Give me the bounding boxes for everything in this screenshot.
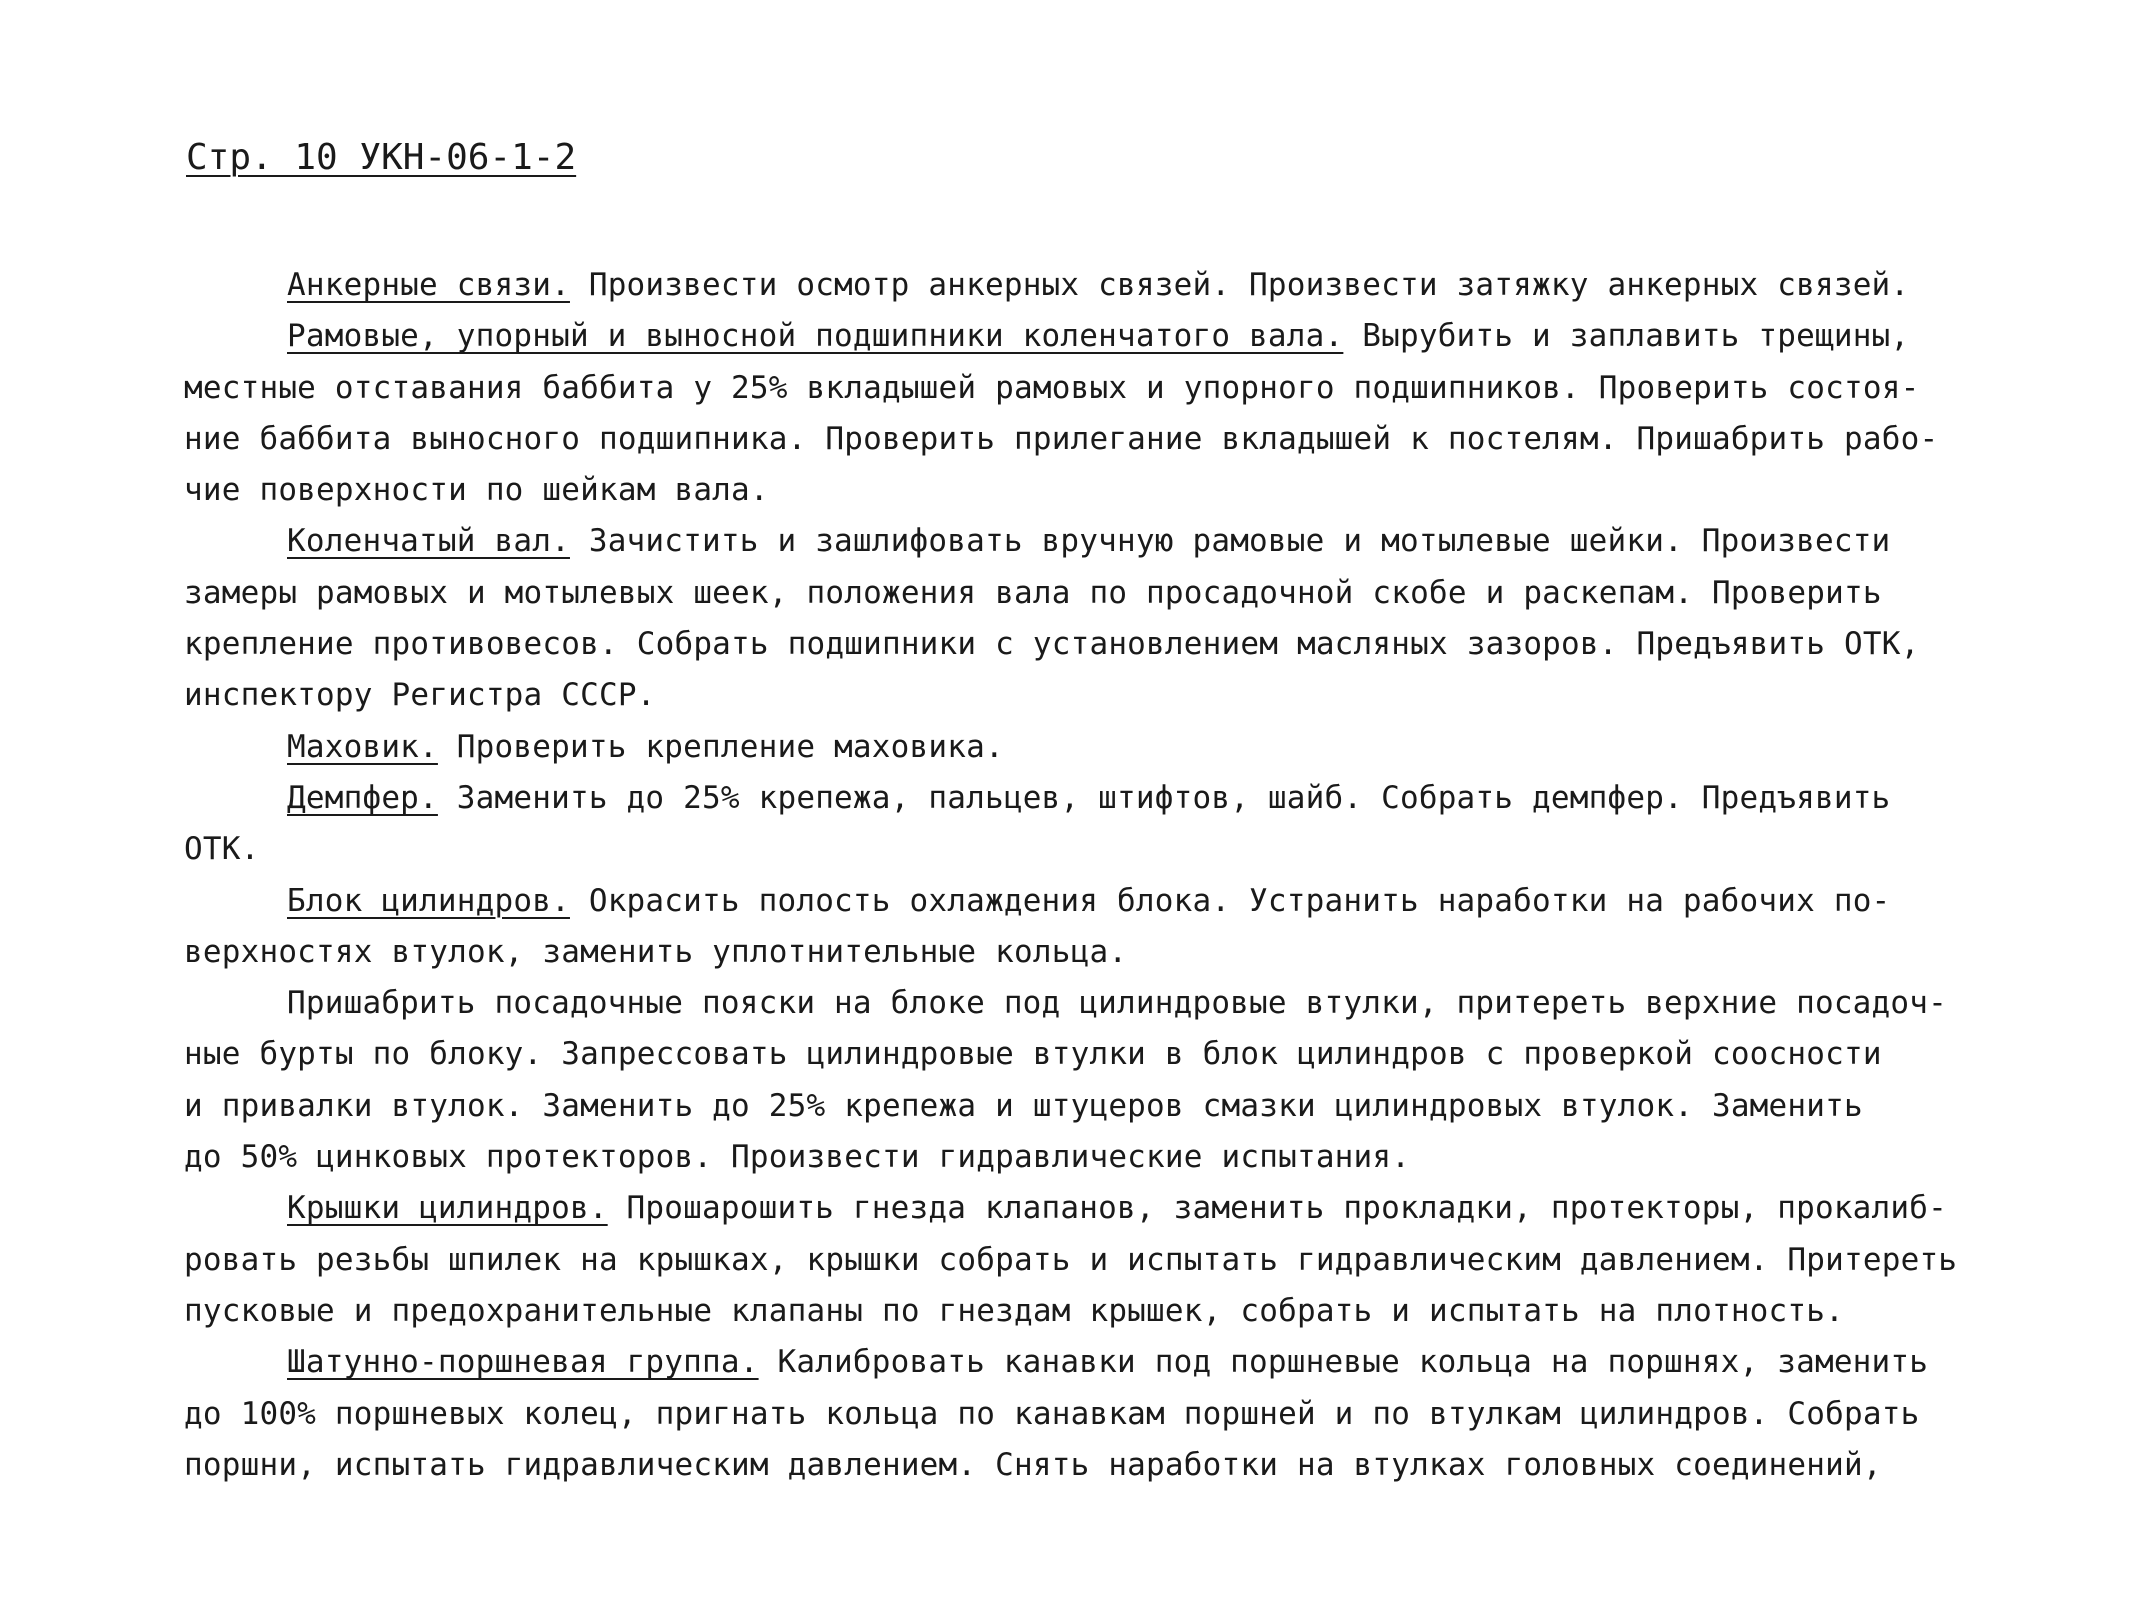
section-heading: Анкерные связи. [287,267,570,303]
paragraph-line: пусковые и предохранительные клапаны по гнездам крышек, собрать и испытать на плотность. [184,1292,1844,1329]
paragraph-line: поршни, испытать гидравлическим давлением. Снять наработки на втулках головных соединений, [184,1446,1882,1483]
paragraph-line [184,1337,2124,1388]
section-heading: Шатунно-поршневая группа. [287,1344,759,1381]
paragraph-line: верхностях втулок, заменить уплотнительные кольца. [184,933,1128,970]
paragraph-text: Проверить крепление маховика. [437,728,1004,765]
paragraph-text: Заменить до 25% крепежа, пальцев, штифтов, шайб. Собрать демпфер. Предъявить [437,779,1891,816]
paragraph-line: местные отставания баббита у 25% вкладышей рамовых и упорного подшипников. Проверить состоя- [184,369,1920,406]
paragraph-line [184,311,2124,362]
section-heading: Маховик. [287,728,438,765]
paragraph-line: ние баббита выносного подшипника. Проверить прилегание вкладышей к постелям. Пришабрить рабо- [184,420,1939,457]
paragraph-line: инспектору Регистра СССР. [184,677,656,714]
paragraph-line: и привалки втулок. Заменить до 25% крепежа и штуцеров смазки цилиндровых втулок. Заменить [184,1087,1863,1124]
page-header: Стр. 10 УКН-06-1-2 [186,137,577,178]
paragraph-line: ровать резьбы шпилек на крышках, крышки собрать и испытать гидравлическим давлением. Притереть [184,1241,1958,1278]
paragraph-line [184,260,2124,311]
paragraph-line: чие поверхности по шейкам вала. [184,472,769,509]
paragraph-line: до 50% цинковых протекторов. Произвести гидравлические испытания. [184,1139,1411,1176]
paragraph-text: Произвести осмотр анкерных связей. Произвести затяжку анкерных связей. [569,267,1910,303]
paragraph-line [184,722,2124,773]
paragraph-line: крепление противовесов. Собрать подшипники с установлением масляных зазоров. Предъявить ОТК, [184,626,1920,663]
section-heading: Коленчатый вал. [287,523,570,560]
paragraph-line [184,1183,2124,1234]
document-body [184,260,2124,1491]
paragraph-line: ные бурты по блоку. Запрессовать цилиндровые втулки в блок цилиндров с проверкой соосности [184,1036,1882,1073]
section-heading: Демпфер. [287,779,438,816]
paragraph-line: ОТК. [184,831,260,868]
paragraph-text: Вырубить и заплавить трещины, [1343,318,1910,355]
section-heading: Крышки цилиндров. [287,1190,608,1227]
paragraph-line: замеры рамовых и мотылевых шеек, положения вала по просадочной скобе и раскепам. Проверить [184,574,1882,611]
paragraph-line: до 100% поршневых колец, пригнать кольца по канавкам поршней и по втулкам цилиндров. Собрать [184,1395,1920,1432]
paragraph-text: Зачистить и зашлифовать вручную рамовые и мотылевые шейки. Произвести [569,523,1891,560]
paragraph-line [184,773,2124,824]
paragraph-text: Прошарошить гнезда клапанов, заменить прокладки, протекторы, прокалиб- [607,1190,1948,1227]
paragraph-line: Пришабрить посадочные пояски на блоке под цилиндровые втулки, притереть верхние посадоч- [287,985,1947,1022]
section-heading: Блок цилиндров. [287,882,570,919]
paragraph-line [184,876,2124,927]
section-heading: Рамовые, упорный и выносной подшипники коленчатого вала. [287,318,1344,355]
paragraph-line [184,516,2124,567]
paragraph-text: Окрасить полость охлаждения блока. Устранить наработки на рабочих по- [569,882,1891,919]
paragraph-text: Калибровать канавки под поршневые кольца на поршнях, заменить [758,1344,1929,1381]
